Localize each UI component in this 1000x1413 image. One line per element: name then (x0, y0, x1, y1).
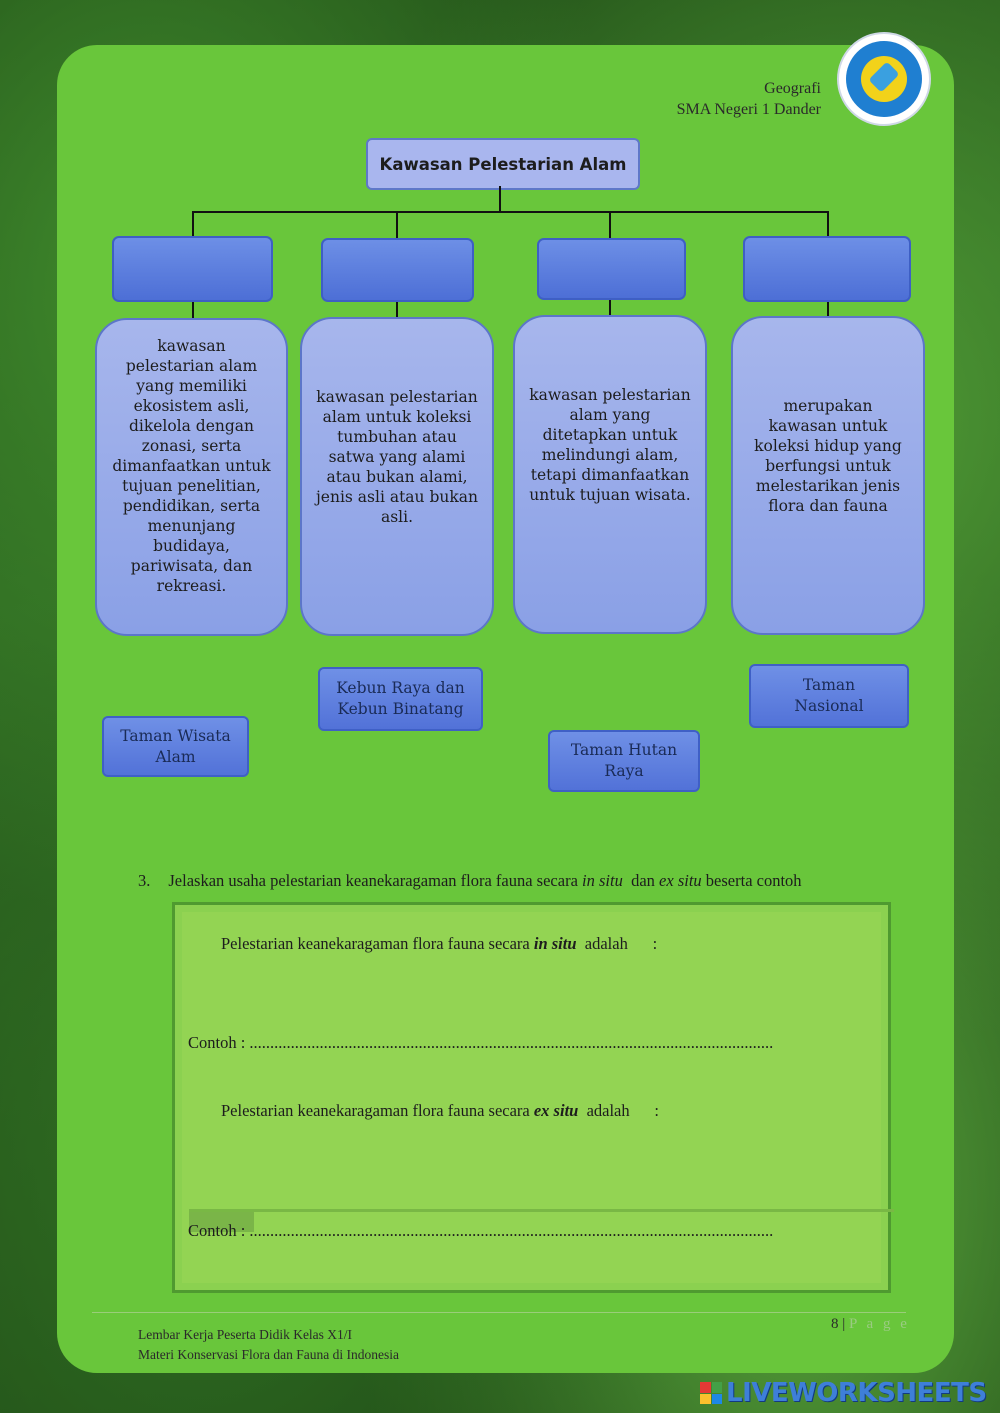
question-3 (138, 871, 802, 891)
description-text-3: kawasan pelestarian alam yang ditetapkan untuk melindungi alam, tetapi dimanfaatkan untuk tujuan wisata. (529, 386, 691, 504)
description-box-3 (513, 315, 707, 634)
subject-label: Geografi (764, 80, 821, 97)
connector-line (192, 211, 829, 213)
description-box-1 (95, 318, 288, 636)
answer-area (182, 912, 881, 1283)
connector-line (192, 300, 194, 318)
in-situ-prompt-text: Pelestarian keanekaragaman flora fauna secara (221, 934, 534, 953)
connector-line (609, 211, 611, 238)
answer-box (172, 902, 891, 1293)
footer-line-2: Materi Konservasi Flora dan Fauna di Indonesia (138, 1347, 399, 1362)
page-word: P a g e (849, 1316, 910, 1332)
option-taman-nasional[interactable]: Taman Nasional (749, 664, 909, 728)
footer-line-1: Lembar Kerja Peserta Didik Kelas X1/I (138, 1327, 353, 1342)
footer (138, 1325, 399, 1365)
page-number-value: 8 (831, 1316, 839, 1332)
ex-situ-example-label: Contoh : ............................................................................................................................... (188, 1221, 774, 1240)
question-number: 3. (138, 871, 151, 890)
connector-line (396, 211, 398, 238)
description-text-2: kawasan pelestarian alam untuk koleksi tumbuhan atau satwa yang alami atau bukan alami, jenis asli atau bukan asli. (316, 388, 478, 526)
page-number (831, 1316, 910, 1333)
ex-situ-prompt-text: Pelestarian keanekaragaman flora fauna secara (221, 1101, 534, 1120)
footer-divider (92, 1312, 906, 1313)
ex-situ-answer-input[interactable] (188, 1108, 882, 1208)
page-header (677, 78, 821, 120)
question-text-after: beserta contoh (701, 871, 802, 890)
connector-line (609, 298, 611, 316)
description-box-2 (300, 317, 494, 636)
description-box-4 (731, 316, 925, 635)
option-kebun-raya[interactable]: Kebun Raya dan Kebun Binatang (318, 667, 483, 731)
row-divider (189, 1209, 894, 1212)
question-term-in-situ: in situ (582, 871, 623, 890)
in-situ-suffix: adalah : (576, 934, 658, 953)
in-situ-example-label: Contoh : ............................................................................................................................... (188, 1033, 774, 1052)
in-situ-term: in situ (533, 934, 577, 953)
connector-line (192, 211, 194, 236)
school-label: SMA Negeri 1 Dander (676, 101, 821, 118)
school-emblem-icon (837, 32, 931, 126)
in-situ-answer-input[interactable] (188, 940, 882, 1028)
drop-target-4[interactable] (743, 236, 911, 302)
liveworksheets-icon (700, 1382, 722, 1404)
connector-line (396, 300, 398, 318)
description-text-1: kawasan pelestarian alam yang memiliki ekosistem asli, dikelola dengan zonasi, serta dimanfaatkan untuk tujuan penelitian, pendidikan, serta menunjang budidaya, pariwisata, dan rekreasi. (112, 337, 271, 595)
diagram-title: Kawasan Pelestarian Alam (366, 138, 640, 190)
connector-line (499, 186, 501, 213)
question-text-mid: dan (622, 871, 660, 890)
drop-target-3[interactable] (537, 238, 686, 300)
drop-target-1[interactable] (112, 236, 273, 302)
description-text-4: merupakan kawasan untuk koleksi hidup yang berfungsi untuk melestarikan jenis flora dan fauna (754, 397, 902, 515)
worksheet-page (57, 45, 954, 1373)
page-separator: | (838, 1316, 850, 1332)
option-taman-hutan-raya[interactable]: Taman Hutan Raya (548, 730, 700, 792)
question-text-before: Jelaskan usaha pelestarian keanekaragaman flora fauna secara (168, 871, 583, 890)
drop-target-2[interactable] (321, 238, 474, 302)
ex-situ-term: ex situ (533, 1101, 579, 1120)
option-taman-wisata-alam[interactable]: Taman Wisata Alam (102, 716, 249, 777)
connector-line (827, 211, 829, 236)
brand-name: LIVEWORKSHEETS (726, 1378, 987, 1408)
liveworksheets-logo[interactable] (700, 1378, 995, 1408)
question-term-ex-situ: ex situ (659, 871, 702, 890)
ex-situ-suffix: adalah : (578, 1101, 659, 1120)
